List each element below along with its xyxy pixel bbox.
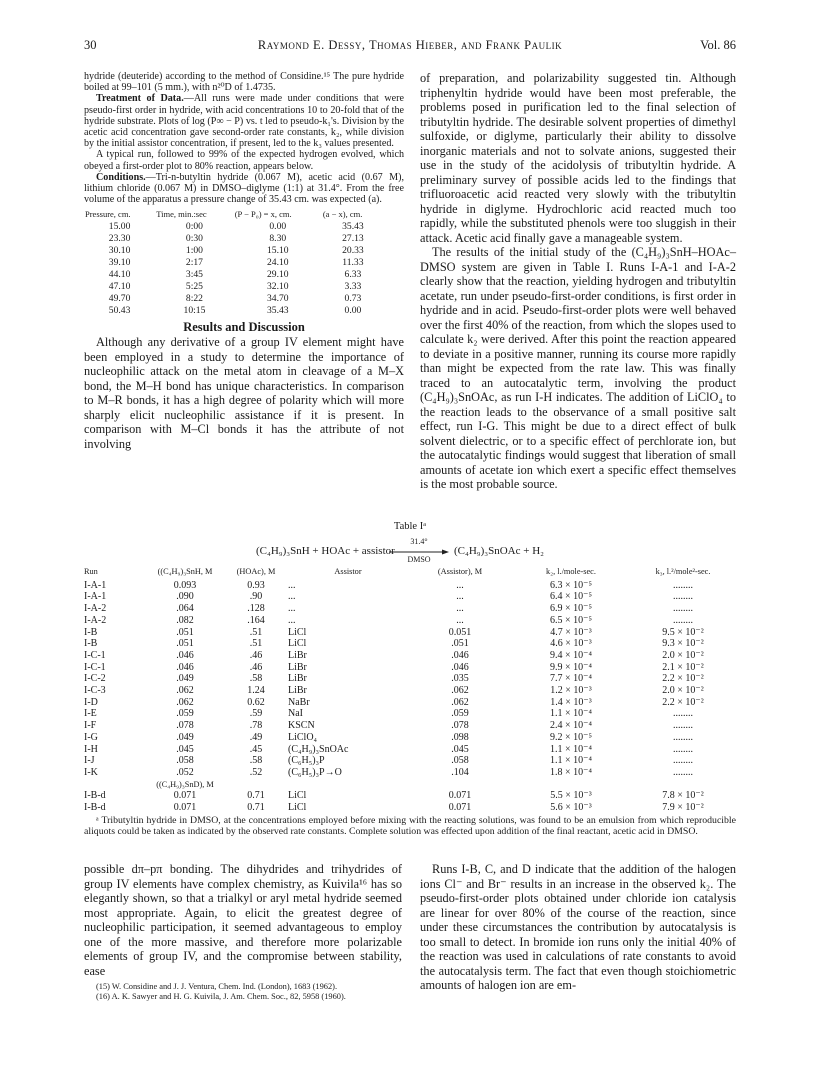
table-cell: 35.43 xyxy=(342,220,364,232)
table-cell: .046 xyxy=(451,649,469,661)
column-header: Assistor xyxy=(334,567,362,576)
table-row xyxy=(84,580,736,592)
table-row xyxy=(84,638,736,650)
table-row xyxy=(84,708,736,720)
paragraph: possible dπ–pπ bonding. The dihydrides and trihydrides of group IV elements have complex chemistry, as Kuivila¹⁶ has so elegantly shown, so that a trialkyl or aryl metal hydride seemed most appropriate. Again, to elicit the greatest degree of nucleophilic participation, it seemed advantageous to employ one of the more massive, and therefore more polarizable elements of group IV, and the compromise between stability, ease xyxy=(84,862,402,978)
table-cell: 6.5 × 10⁻⁵ xyxy=(550,614,592,626)
table-cell: I-C-1 xyxy=(84,661,106,673)
table-cell: 11.33 xyxy=(342,256,364,268)
table-cell: 0.071 xyxy=(173,802,197,814)
table-cell: 1.8 × 10⁻⁴ xyxy=(550,766,592,778)
table-cell: 50.43 xyxy=(108,304,131,316)
table-cell: I-J xyxy=(84,755,95,767)
table-cell: .51 xyxy=(249,638,263,650)
paragraph xyxy=(84,172,404,206)
table-cell: .78 xyxy=(249,720,263,732)
table-cell: 9.2 × 10⁻⁵ xyxy=(550,731,592,743)
paragraph: The results of the initial study of the (C₄H₉)₃SnH–HOAc–DMSO system are given in Table I. Runs I-A-1 and I-A-2 clearly show that the reaction, yielding hydrogen and tributyltin acetate, run under pseudo-first-order conditions, is first order in hydride and in acid. Pseudo-first-order plots were well behaved over the first 40% of the reaction, from which the slopes used to calculate k₂ were derived. After this point the reaction appeared to deviate in a positive manner, running its course more rapidly than might be expected from the rate law. This was finally traced to an autocatalytic term, involving the product (C₄H₉)₃SnOAc, as run I-H indicates. The addition of LiClO₄ to the reaction leads to the observance of a small positive salt effect, run I-G. This might be due to a direct effect of bulk solvent dielectric, or to a specific effect of perchlorate ion, but the autocatalytic findings would suggest that liberation of small amounts of acetate ion which exert a specific effect themselves is the most probable source. xyxy=(420,245,736,491)
table-cell: 3:45 xyxy=(185,268,203,280)
paragraph-body: —All runs were made under conditions that were pseudo-first order in hydride, with acid concentrations 10 to 20-fold that of the hydride substrate. Plots of log (P∞ − P) vs. t led to pseudo-k₁'s. Division by the acetic acid concentration gave second-order rate constants, k₂, while division by the initial assistor concentration, if present, led to the k₃ values presented. xyxy=(84,93,404,150)
table-cell: .062 xyxy=(451,685,469,697)
table-cell: .051 xyxy=(176,626,194,638)
table-cell: LiBr xyxy=(288,685,307,697)
table-cell: .078 xyxy=(451,720,469,732)
table-cell: ........ xyxy=(673,720,693,732)
table-cell: 6.9 × 10⁻⁵ xyxy=(550,603,592,615)
table-cell: .059 xyxy=(176,708,194,720)
volume-label: Vol. 86 xyxy=(700,38,736,52)
table-cell: 0.051 xyxy=(448,626,472,638)
table-row xyxy=(84,685,736,697)
table-row xyxy=(84,305,384,317)
page-number: 30 xyxy=(84,38,97,52)
table-cell: 10:15 xyxy=(183,304,206,316)
table-cell: I-A-1 xyxy=(84,591,107,603)
table-cell: 5:25 xyxy=(185,280,203,292)
table-cell: 3.33 xyxy=(344,280,362,292)
table-cell: LiCl xyxy=(288,802,307,814)
table-row xyxy=(84,615,736,627)
table-cell: I-C-1 xyxy=(84,649,106,661)
table-cell: I-H xyxy=(84,743,98,755)
table-subheader-row xyxy=(84,779,736,791)
table-cell: 8.30 xyxy=(269,232,287,244)
table-cell: ... xyxy=(288,579,296,591)
table-cell: 34.70 xyxy=(266,292,289,304)
table-cell: 15.00 xyxy=(108,220,131,232)
table-cell: I-F xyxy=(84,720,97,732)
paragraph: of preparation, and polarizability suggested tin. Although triphenyltin hydride would have been most preferable, the problems posed in purification led to the final selection of tributyltin hydride. The desirable solvent properties of dimethyl sulfoxide, or diglyme, particularly their ability to dissolve inorganic materials and not to solvate anions, suggested their use in the study of the acidolysis of tributyltin hydride. A preliminary survey of possible acids led to the findings that trifluoroacetic acid reacted very slowly with the tributyltin hydride in diglyme. Hydrochloric acid reacted much too rapidly, while the substituted phenols were too sluggish in their attack. Acetic acid finally gave a manageable system. xyxy=(420,71,736,245)
table-cell: .064 xyxy=(176,603,194,615)
table-cell: 8:22 xyxy=(185,292,203,304)
table-cell: I-K xyxy=(84,766,98,778)
section-title: Results and Discussion xyxy=(183,319,305,334)
table-cell: I-B-d xyxy=(84,790,106,802)
table-cell: 9.9 × 10⁻⁴ xyxy=(550,661,592,673)
table-cell: 4.6 × 10⁻³ xyxy=(550,638,592,650)
table-cell: 5.6 × 10⁻³ xyxy=(550,802,592,814)
table-caption: Table Iᵃ xyxy=(393,521,427,532)
table-cell: .098 xyxy=(451,731,469,743)
table-cell: LiClO₄ xyxy=(288,731,318,743)
references xyxy=(84,982,402,1002)
table-cell: 7.9 × 10⁻² xyxy=(662,802,704,814)
table-cell: 35.43 xyxy=(266,304,289,316)
table-cell: .45 xyxy=(249,743,263,755)
column-header: k₃, l.²/mole²-sec. xyxy=(655,567,711,576)
table-cell: 23.30 xyxy=(108,232,131,244)
table-cell: KSCN xyxy=(288,720,315,732)
table-cell: 0.62 xyxy=(247,696,265,708)
table-cell: 30.10 xyxy=(108,244,131,256)
paragraph: Runs I-B, C, and D indicate that the addition of the halogen ions Cl⁻ and Br⁻ results in an increase in the observed k₂. The pseudo-first-order plots obtained under chloride ion catalysis are linear for over 80% of the course of the reaction, since under these circumstances the contribution by autocatalysis is too small to detect. In bromide ion runs only the initial 40% of the reaction was used in calculations of rate constants to avoid the autocatalysis term. The fact that even though stoichiometric amounts of halogen ion are em- xyxy=(420,862,736,992)
table-cell: .062 xyxy=(451,696,469,708)
left-column-top xyxy=(84,71,404,451)
table-cell: I-B-d xyxy=(84,802,106,814)
table-cell: .052 xyxy=(176,766,194,778)
table-cell: 9.3 × 10⁻² xyxy=(662,638,704,650)
table-cell: .52 xyxy=(249,766,263,778)
table-cell: 1:00 xyxy=(185,244,203,256)
table-cell: 6.4 × 10⁻⁵ xyxy=(550,591,592,603)
table-cell: LiCl xyxy=(288,638,307,650)
table-cell: 0.73 xyxy=(344,292,362,304)
table-cell: I-A-2 xyxy=(84,614,107,626)
table-cell: I-C-2 xyxy=(84,673,106,685)
table-cell: 7.7 × 10⁻⁴ xyxy=(550,673,592,685)
table-row xyxy=(84,293,384,305)
table-cell: I-A-2 xyxy=(84,603,107,615)
table-cell: 47.10 xyxy=(108,280,131,292)
table-cell: .045 xyxy=(176,743,194,755)
table-cell: .049 xyxy=(176,673,194,685)
table-cell: 6.33 xyxy=(344,268,362,280)
paragraph: A typical run, followed to 99% of the expected hydrogen evolved, which obeyed a first-order plot to 80% reaction, appears below. xyxy=(84,149,404,172)
right-column-top xyxy=(420,71,736,492)
table-cell: ........ xyxy=(673,603,693,615)
table-cell: .046 xyxy=(176,649,194,661)
table-cell: 9.5 × 10⁻² xyxy=(662,626,704,638)
table-cell: .46 xyxy=(249,649,263,661)
typical-run-table xyxy=(84,209,384,317)
table-cell: 1.1 × 10⁻⁴ xyxy=(550,708,592,720)
running-header xyxy=(84,38,736,54)
equation-right: (C₄H₉)₃SnOAc + H₂ xyxy=(454,545,544,557)
column-header: (P − P₀) = x, cm. xyxy=(234,209,292,220)
paragraph-body: —Tri-n-butyltin hydride (0.067 M), acetic acid (0.67 M), lithium chloride (0.067 M) in DMSO–diglyme (1:1) at 31.4°. From the free volume of the apparatus a pressure change of 35.43 cm. was expected (a). xyxy=(84,171,404,206)
arrow-condition-bottom: DMSO xyxy=(407,555,431,564)
table-cell: .082 xyxy=(176,614,194,626)
table-cell: 27.13 xyxy=(342,232,364,244)
table-cell: 24.10 xyxy=(266,256,289,268)
table-cell: (C₄H₉)₃SnOAc xyxy=(288,743,349,755)
table-cell: .58 xyxy=(249,673,263,685)
column-header: Run xyxy=(84,567,98,576)
left-column-bottom xyxy=(84,862,402,1002)
table-cell: .164 xyxy=(247,614,265,626)
table-cell: .090 xyxy=(176,591,194,603)
table-row xyxy=(84,802,736,814)
paragraph: hydride (deuteride) according to the method of Considine.¹⁵ The pure hydride boiled at 99–101 (5 mm.), with n²⁰D of 1.4735. xyxy=(84,71,404,94)
table-cell: .059 xyxy=(451,708,469,720)
column-header: (a − x), cm. xyxy=(322,209,363,220)
table-row xyxy=(84,790,736,802)
table-cell: ... xyxy=(288,591,296,603)
table-cell: 0:30 xyxy=(185,232,203,244)
table-cell: 1.2 × 10⁻³ xyxy=(550,685,592,697)
column-header: Time, min.:sec xyxy=(156,209,207,220)
table-cell: .046 xyxy=(176,661,194,673)
table-cell: 4.7 × 10⁻³ xyxy=(550,626,592,638)
arrow-condition-top: 31.4° xyxy=(410,537,428,546)
column-header: (HOAc), M xyxy=(236,567,276,576)
table-row xyxy=(84,281,384,293)
paragraph: Although any derivative of a group IV element might have been employed in a study to determine the importance of nucleophilic attack on the metal atom in cleavage of a M–X bond, the M–H bond has unique characteristics. In comparison to M–R bonds, it has a high degree of polarity which will more sharply elicit nucleophilic assistance if it is present. In comparison with M–Cl bonds it has the attribute of not involving xyxy=(84,335,404,451)
table-row xyxy=(84,591,736,603)
table-cell: 2.4 × 10⁻⁴ xyxy=(550,720,592,732)
run-in-heading: Treatment of Data. xyxy=(96,93,184,105)
author-line: Raymond E. Dessy, Thomas Hieber, and Frank Paulik xyxy=(257,38,563,52)
table-cell: (C₆H₅)₃P xyxy=(288,755,325,767)
reference-15: (15) W. Considine and J. J. Ventura, Chem. Ind. (London), 1683 (1962). xyxy=(96,982,338,991)
table-cell: LiBr xyxy=(288,649,307,661)
table-cell: 0.093 xyxy=(173,579,197,591)
table-row xyxy=(84,221,384,233)
table-cell: 32.10 xyxy=(266,280,289,292)
table-row xyxy=(84,767,736,779)
table-cell: 1.1 × 10⁻⁴ xyxy=(550,755,592,767)
table-cell: .58 xyxy=(249,755,263,767)
table-cell: .078 xyxy=(176,720,194,732)
table-cell: 44.10 xyxy=(108,268,131,280)
table-cell: ... xyxy=(288,614,296,626)
table-row xyxy=(84,673,736,685)
table-cell: 39.10 xyxy=(108,256,131,268)
table-cell: ........ xyxy=(673,766,693,778)
table-cell: ........ xyxy=(673,708,693,720)
table-cell: NaI xyxy=(288,708,303,720)
table-row xyxy=(84,755,736,767)
equation-left: (C₄H₉)₃SnH + HOAc + assistor xyxy=(256,545,395,557)
table-cell: 0.00 xyxy=(269,220,287,232)
table-cell: 29.10 xyxy=(266,268,289,280)
table-cell: 7.8 × 10⁻² xyxy=(662,790,704,802)
table-cell: ... xyxy=(456,603,464,615)
table-cell: .051 xyxy=(451,638,469,650)
table-row xyxy=(84,662,736,674)
reaction-equation xyxy=(84,537,736,563)
reference-16: (16) A. K. Sawyer and H. G. Kuivila, J. Am. Chem. Soc., 82, 5958 (1960). xyxy=(96,992,346,1002)
right-column-bottom xyxy=(420,862,736,993)
table-cell: I-E xyxy=(84,708,97,720)
table-row xyxy=(84,245,384,257)
table-cell: .59 xyxy=(249,708,263,720)
table-cell: 15.10 xyxy=(266,244,289,256)
table-cell: 1.24 xyxy=(247,685,265,697)
table-cell: 0.00 xyxy=(344,304,362,316)
table-row xyxy=(84,257,384,269)
table-cell: ........ xyxy=(673,755,693,767)
table-cell: 2.2 × 10⁻² xyxy=(662,673,704,685)
table-cell: .046 xyxy=(451,661,469,673)
table-cell: I-G xyxy=(84,731,98,743)
run-in-heading: Conditions. xyxy=(96,171,146,183)
table-cell: 0.071 xyxy=(448,790,472,802)
table-cell: ... xyxy=(456,614,464,626)
table-cell: ........ xyxy=(673,731,693,743)
table-cell: 2.0 × 10⁻² xyxy=(662,685,704,697)
column-header: k₂, l./mole-sec. xyxy=(546,567,596,576)
table-cell: .058 xyxy=(451,755,469,767)
table-cell: ... xyxy=(456,579,464,591)
table-row xyxy=(84,744,736,756)
table-cell: 1.4 × 10⁻³ xyxy=(550,696,592,708)
table-cell: I-A-1 xyxy=(84,579,107,591)
table-cell: 6.3 × 10⁻⁵ xyxy=(550,579,592,591)
table-cell: LiCl xyxy=(288,626,307,638)
table-1 xyxy=(84,566,736,814)
table-cell: .062 xyxy=(176,685,194,697)
table-cell: .035 xyxy=(451,673,469,685)
table-cell: 20.33 xyxy=(342,244,364,256)
table-cell: I-C-3 xyxy=(84,685,106,697)
table-cell: .46 xyxy=(249,661,263,673)
table-cell: 2.2 × 10⁻² xyxy=(662,696,704,708)
table-cell: (C₆H₅)₃P→O xyxy=(288,766,342,778)
table-cell: .128 xyxy=(247,603,265,615)
table-cell: .51 xyxy=(249,626,263,638)
table-subheader: ((C₄H₉)₃SnD), M xyxy=(156,779,214,789)
table-cell: I-B xyxy=(84,638,98,650)
table-cell: 5.5 × 10⁻³ xyxy=(550,790,592,802)
table-cell: 9.4 × 10⁻⁴ xyxy=(550,649,592,661)
table-cell: .104 xyxy=(451,766,469,778)
table-cell: .90 xyxy=(249,591,263,603)
table-cell: 0:00 xyxy=(185,220,203,232)
table-cell: .045 xyxy=(451,743,469,755)
table-cell: 2:17 xyxy=(185,256,203,268)
table-cell: ........ xyxy=(673,614,693,626)
table-cell: LiCl xyxy=(288,790,307,802)
table-footnote: ᵃ Tributyltin hydride in DMSO, at the concentrations employed before mixing with the reacting solutions, was found to be an emulsion from which reproducible aliquots could be taken as indicated by the observed rate constants. Complete solution was effected upon addition of the final reactant, acetic acid in DMSO. xyxy=(84,815,736,837)
table-cell: 49.70 xyxy=(108,292,131,304)
table-cell: LiBr xyxy=(288,661,307,673)
table-row xyxy=(84,233,384,245)
table-cell: ........ xyxy=(673,591,693,603)
table-cell: LiBr xyxy=(288,673,307,685)
table-cell: ... xyxy=(288,603,296,615)
table-row xyxy=(84,269,384,281)
paragraph xyxy=(84,93,404,149)
column-header: (Assistor), M xyxy=(437,567,483,576)
table-cell: 0.71 xyxy=(247,790,265,802)
table-cell: .49 xyxy=(249,731,263,743)
table-cell: I-B xyxy=(84,626,98,638)
table-cell: .049 xyxy=(176,731,194,743)
column-header: Pressure, cm. xyxy=(85,209,131,220)
table-cell: 1.1 × 10⁻⁴ xyxy=(550,743,592,755)
table-cell: 0.93 xyxy=(247,579,265,591)
table-row xyxy=(84,627,736,639)
table-row xyxy=(84,650,736,662)
table-cell: 2.0 × 10⁻² xyxy=(662,649,704,661)
table-cell: ........ xyxy=(673,579,693,591)
table-cell: NaBr xyxy=(288,696,310,708)
table-cell: .051 xyxy=(176,638,194,650)
table-cell: I-D xyxy=(84,696,98,708)
table-cell: ... xyxy=(456,591,464,603)
table-row xyxy=(84,697,736,709)
table-cell: 2.1 × 10⁻² xyxy=(662,661,704,673)
table-cell: 0.071 xyxy=(448,802,472,814)
table-cell: ........ xyxy=(673,743,693,755)
table-row xyxy=(84,732,736,744)
table-row xyxy=(84,603,736,615)
table-row xyxy=(84,720,736,732)
column-header: ((C₄H₉)₃SnH, M xyxy=(157,567,213,576)
table-cell: .058 xyxy=(176,755,194,767)
table-cell: .062 xyxy=(176,696,194,708)
table-cell: 0.71 xyxy=(247,802,265,814)
table-cell: 0.071 xyxy=(173,790,197,802)
